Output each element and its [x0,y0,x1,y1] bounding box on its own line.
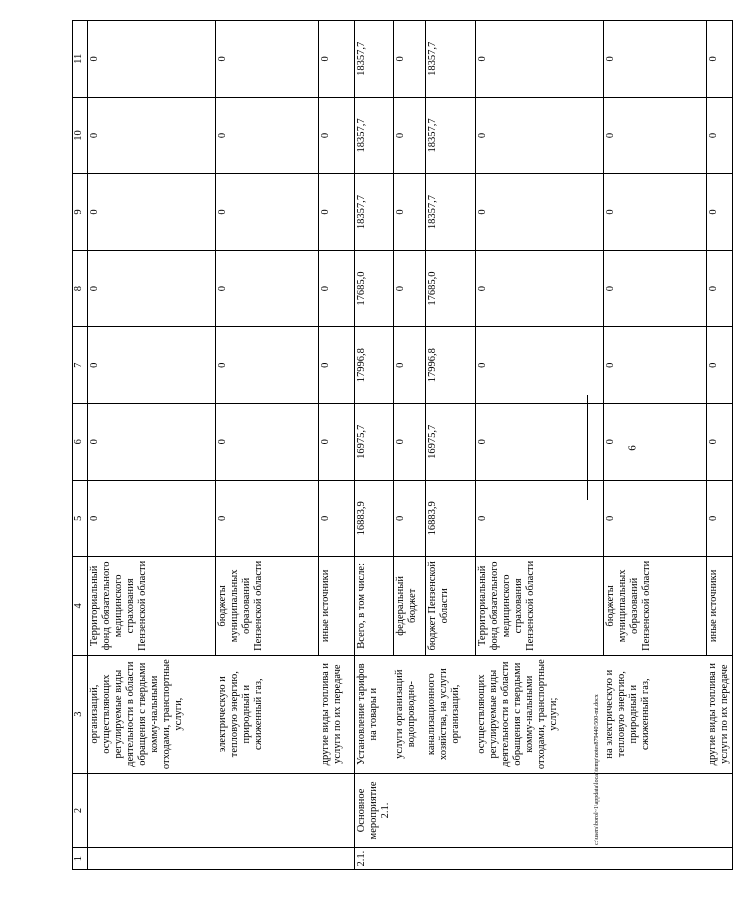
cell-name [425,773,475,847]
cell-value: 0 [393,403,425,480]
cell-number [706,848,733,870]
cell-value: 0 [319,480,355,557]
column-header: 1 [73,848,88,870]
cell-name [603,773,706,847]
cell-description: услуги организаций водопроводно- [393,655,425,773]
cell-value: 0 [88,97,216,174]
table-row [706,21,733,870]
column-header: 7 [73,327,88,404]
cell-value: 0 [475,250,603,327]
cell-source: Территориальный фонд обязательного медицинского страхования Пензенской области [88,557,216,655]
table-row [603,21,706,870]
table-row [216,21,319,870]
cell-value: 0 [216,327,319,404]
column-header: 2 [73,773,88,847]
cell-name [319,773,355,847]
cell-value: 0 [603,327,706,404]
cell-value: 0 [706,403,733,480]
cell-number [319,848,355,870]
cell-description: другие виды топлива и услуги по их передаче [706,655,733,773]
cell-value: 18357,7 [355,174,394,251]
cell-value: 0 [319,250,355,327]
cell-source: бюджет Пензенской области [425,557,475,655]
cell-value: 0 [475,21,603,98]
cell-value: 16975,7 [425,403,475,480]
cell-number [88,848,216,870]
cell-value: 0 [88,250,216,327]
cell-source: Всего, в том числе: [355,557,394,655]
cell-number [603,848,706,870]
table-row [475,21,603,870]
cell-description: Установление тарифов на товары и [355,655,394,773]
cell-value: 0 [603,174,706,251]
cell-source: иные источники [706,557,733,655]
table-row [425,21,475,870]
cell-value: 0 [475,480,603,557]
cell-value: 0 [88,327,216,404]
cell-value: 0 [603,403,706,480]
cell-value: 0 [603,250,706,327]
cell-value: 0 [475,403,603,480]
cell-source: Территориальный фонд обязательного медицинского страхования Пензенской области [475,557,603,655]
cell-value: 0 [88,403,216,480]
cell-value: 0 [216,480,319,557]
cell-value: 0 [706,97,733,174]
page-number: 6 [626,445,639,451]
cell-value: 0 [393,327,425,404]
signature-line [587,395,588,500]
column-header: 8 [73,250,88,327]
column-header: 5 [73,480,88,557]
cell-value: 0 [319,403,355,480]
cell-value: 0 [393,174,425,251]
cell-value: 0 [216,174,319,251]
cell-description: осуществляющих регулируемые виды деятельности в области обращения с твердыми комму-нальными отходами, транспортные услуги; [475,655,603,773]
cell-value: 0 [393,480,425,557]
cell-value: 0 [88,21,216,98]
cell-value: 0 [706,21,733,98]
cell-value: 0 [475,97,603,174]
cell-value: 18357,7 [425,21,475,98]
cell-name: Основное мероприятие 2.1. [355,773,394,847]
footer-file-path: c:\users\borol~1\appdata\local\temp\notes879440\500-mt.docx [594,694,600,845]
cell-source: иные источники [319,557,355,655]
cell-description: канализационного хозяйства, на услуги организаций, [425,655,475,773]
column-header: 3 [73,655,88,773]
cell-description: организаций, осуществляющих регулируемые виды деятельности в области обращения с твердыми комму-нальными отходами, транспортные услуги, [88,655,216,773]
cell-value: 18357,7 [425,97,475,174]
column-header: 10 [73,97,88,174]
column-header: 9 [73,174,88,251]
cell-value: 17996,8 [355,327,394,404]
column-header: 4 [73,557,88,655]
cell-value: 0 [706,174,733,251]
cell-value: 0 [706,480,733,557]
cell-source: бюджеты муниципальных образований Пензенской области [603,557,706,655]
cell-name [475,773,603,847]
cell-description: на электрическую и тепловую энергию, природный и сжиженный газ, [603,655,706,773]
cell-number [475,848,603,870]
cell-value: 16975,7 [355,403,394,480]
cell-value: 0 [216,21,319,98]
cell-value: 0 [319,97,355,174]
cell-value: 0 [603,97,706,174]
cell-value: 17685,0 [355,250,394,327]
table-row [355,21,394,870]
cell-value: 0 [319,21,355,98]
cell-value: 0 [393,250,425,327]
cell-description: другие виды топлива и услуги по их передаче [319,655,355,773]
cell-value: 16883,9 [425,480,475,557]
column-header: 6 [73,403,88,480]
budget-table [72,20,733,870]
cell-value: 0 [319,327,355,404]
cell-value: 0 [216,97,319,174]
cell-value: 0 [216,250,319,327]
cell-value: 18357,7 [425,174,475,251]
cell-value: 18357,7 [355,21,394,98]
cell-value: 0 [475,327,603,404]
cell-name [393,773,425,847]
table-row [88,21,216,870]
cell-value: 0 [393,21,425,98]
cell-value: 17685,0 [425,250,475,327]
cell-value: 0 [393,97,425,174]
cell-value: 16883,9 [355,480,394,557]
header-row [73,21,88,870]
cell-value: 0 [706,250,733,327]
cell-description: электрическую и тепловую энергию, природный и сжиженный газ, [216,655,319,773]
cell-value: 0 [216,403,319,480]
column-header: 11 [73,21,88,98]
cell-name [216,773,319,847]
cell-value: 0 [706,327,733,404]
cell-source: бюджеты муниципальных образований Пензенской области [216,557,319,655]
cell-value: 0 [88,480,216,557]
cell-number [425,848,475,870]
cell-value: 0 [88,174,216,251]
cell-value: 0 [475,174,603,251]
cell-value: 0 [319,174,355,251]
cell-source: федеральный бюджет [393,557,425,655]
cell-number [216,848,319,870]
cell-name [706,773,733,847]
cell-value: 17996,8 [425,327,475,404]
cell-value: 18357,7 [355,97,394,174]
table-row [319,21,355,870]
cell-name [88,773,216,847]
cell-number [393,848,425,870]
cell-value: 0 [603,21,706,98]
table-row [393,21,425,870]
cell-value: 0 [603,480,706,557]
cell-number: 2.1. [355,848,394,870]
